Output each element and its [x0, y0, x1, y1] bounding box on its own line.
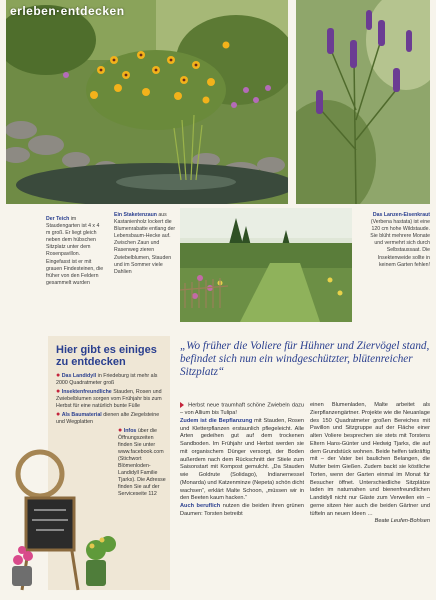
- info-item-insekten: [56, 388, 166, 410]
- info-item-lead: Als Baumaterial: [61, 412, 102, 418]
- info-item-landidyll: [56, 372, 166, 387]
- garden-pond-photo: [6, 0, 288, 204]
- body-paragraph: Herbst neue traumhaft schöne Zwiebeln dazu – von Allium bis Tulipa!: [180, 402, 304, 417]
- info-item-text: dienen alte Ziegelsteine und Wegplatten: [56, 412, 160, 425]
- caption-lanzen-text: (Verbena hastata) ist eine 120 cm hohe Wildstaude. Sie blüht mehrere Monate und vermehrt sich durch Selbstaussaat. Die Insektenweide sollte in keinem Garten fehlen!: [370, 219, 430, 268]
- verbena-photo: [296, 0, 430, 204]
- body-paragraph: nutzen die beiden ihren grünen Daumen: Torsten betreibt: [180, 503, 304, 517]
- info-item-baumaterial: [56, 411, 166, 426]
- author-byline: Beate Leufen-Bohlsen: [374, 518, 430, 525]
- paragraph-marker-icon: [180, 402, 184, 408]
- caption-teich-lead: Der Teich: [46, 216, 70, 222]
- caption-lanzen-eisenkraut: [364, 212, 430, 269]
- chalkboard-illustration: [6, 440, 132, 596]
- pull-quote: „Wo früher die Voliere für Hühner und Ziervögel stand, befindet sich nun ein windgeschützter, blütenreicher Sitzplatz“: [180, 340, 430, 378]
- body-lead-in: Zudem ist die Bepflanzung: [180, 417, 253, 424]
- chalkboard-flowers-illustration: [6, 440, 132, 596]
- garden-path-photo: [180, 208, 352, 322]
- bullet-icon: ●: [56, 388, 61, 395]
- info-box-title: Hier gibt es einiges zu entdecken: [56, 344, 157, 368]
- garden-path-illustration: [180, 208, 352, 322]
- body-column-2: [310, 402, 430, 526]
- body-column-1: [180, 402, 304, 519]
- bullet-icon: ●: [118, 427, 123, 434]
- caption-teich: [46, 216, 104, 287]
- info-item-text: in Friedeburg ist mehr als 2000 Quadratmeter groß: [56, 373, 158, 386]
- info-item-lead: Infos: [123, 428, 137, 434]
- bullet-icon: ●: [56, 372, 61, 379]
- section-tag: erleben·entdecken: [10, 4, 125, 18]
- verbena-illustration: [296, 0, 430, 204]
- info-item-lead: Insektenfreundliche: [61, 389, 112, 395]
- caption-staketenzaun-lead: Ein Staketenzaun: [114, 212, 157, 218]
- info-item-text: Stauden, Rosen und Zwiebelblumen sorgen vom Frühjahr bis zum Herbst für eine natürlich bunte Fülle: [56, 389, 162, 409]
- caption-staketenzaun-text: aus Kastanienholz lockert die Blumenrabatte entlang der Lebensbaum-Hecke auf. Zwischen Zaun und Rasenweg zieren Zwiebelblumen, Stauden und im Sommer viele Dahlien: [114, 212, 176, 275]
- garden-pond-illustration: [6, 0, 288, 204]
- bullet-icon: ●: [56, 411, 61, 418]
- info-item-text: über die Öffnungszeiten finden Sie unter www.facebook.com (Stichwort Blömenloden-Landidyll Familie Tjarks). Die Adresse finden Sie auf der Serviceseite 112: [118, 428, 166, 497]
- body-lead-in: Auch beruflich: [180, 503, 221, 510]
- body-paragraph: mit Stauden, Rosen und Kletterpflanzen erstaunlich pflegeleicht. Alle Arten gedeihen gut auf dem trockenen Sandboden. Im Frühjahr und Herbst werden sie mit organischem Dünger versorgt, der Boden außerdem nach dem Rückschnitt der Stiele zum Saisonstart mit Kompost gemulcht. „Da Stauden wie Goldrute (Solidago), Indianernessel (Monarda) und Katzenminze (Nepeta) schön dicht wachsen“, erklärt Malte Schoon, „müssen wir in den Beeten kaum hacken.“: [180, 417, 304, 502]
- caption-staketenzaun: [114, 212, 180, 276]
- caption-lanzen-lead: Das Lanzen-Eisenkraut: [372, 212, 430, 218]
- info-item-lead: Das Landidyll: [61, 373, 97, 379]
- caption-teich-text: im Staudengarten ist 4 x 4 m groß. Er liegt gleich neben dem hübschen Sitzplatz unter dem Rosenpavillon. Eingefasst ist er mit grauen Findesteinen, die früher von den Feldern gesammelt wurden: [46, 216, 104, 286]
- body-paragraph: einen Blumenladen, Malte arbeitet als Zierpflanzengärtner. Projekte wie die Neuanlage des 150 Quadratmeter großen Bereiches mit Pavillon und Sitzgruppe auf der Fläche einer alten Voliere besprechen sie stets mit Torstens Eltern Hans-Günter und Hedwig Tjarks, die auf dem Grundstück wohnen. Beide helfen tatkräftig mit – der Vater bei baulichen Belangen, die Mutter beim Gießen. Zudem backt sie köstliche Torten, wenn der Garten einmal im Monat für Besucher öffnet. Unterschiedliche Sitzplätze laden im naturnahen und bienenfreundlichen Landidyll nicht nur Gäste zum Verweilen ein – gerne sitzen hier auch die beiden Gärtner und tüfteln an neuen Ideen …: [310, 402, 430, 517]
